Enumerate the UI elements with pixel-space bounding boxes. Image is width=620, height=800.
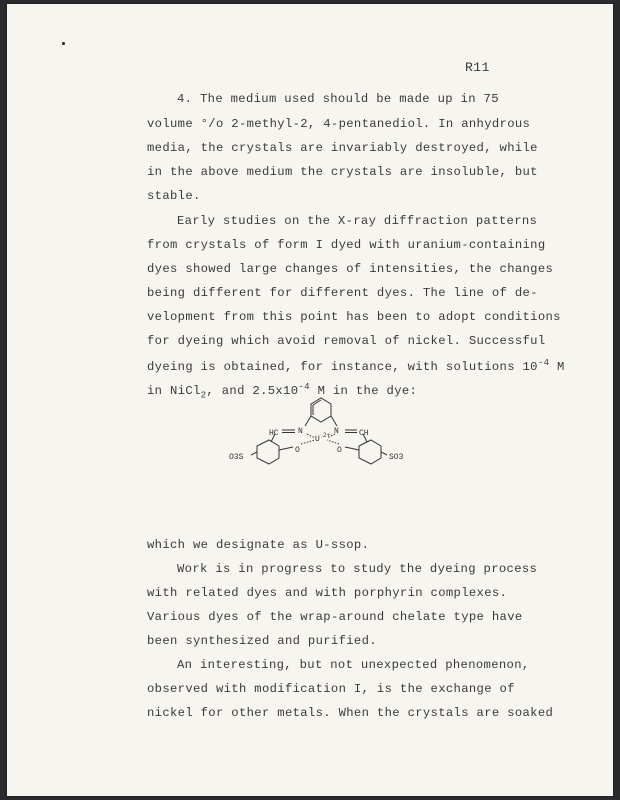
label-metal: U bbox=[315, 435, 320, 444]
label-so3: SO3 bbox=[389, 453, 404, 462]
text-line: observed with modification I, is the exchange of bbox=[147, 682, 515, 696]
text-line: media, the crystals are invariably destroyed, while bbox=[147, 141, 538, 155]
label-o: O bbox=[337, 446, 342, 455]
label-charge: 2+ bbox=[323, 432, 331, 439]
label-so3: O3S bbox=[229, 453, 244, 462]
text-line: from crystals of form I dyed with uranium-containing bbox=[147, 238, 546, 252]
label-n: N bbox=[334, 427, 339, 436]
document-page bbox=[7, 4, 613, 796]
label-ch: CH bbox=[359, 429, 369, 438]
text-line: in NiCl$_2$, and $2.5x10^{-4}$ M in the dye: bbox=[147, 382, 418, 401]
text-line: been synthesized and purified. bbox=[147, 634, 377, 648]
text-line: volume °/o 2-methyl-2, 4-pentanediol. In anhydrous bbox=[147, 117, 531, 131]
text-line: An interesting, but not unexpected phenomenon, bbox=[177, 658, 530, 672]
text-line: dyes showed large changes of intensities, the changes bbox=[147, 262, 554, 276]
stray-mark bbox=[62, 42, 65, 45]
text-line: stable. bbox=[147, 189, 201, 203]
text-line: for dyeing which avoid removal of nickel. Successful bbox=[147, 334, 546, 348]
text-line: being different for different dyes. The line of de- bbox=[147, 286, 538, 300]
text-line: nickel for other metals. When the crystals are soaked bbox=[147, 706, 554, 720]
label-n: N bbox=[298, 427, 303, 436]
text-line: Various dyes of the wrap-around chelate type have bbox=[147, 610, 523, 624]
text-line: in the above medium the crystals are insoluble, but bbox=[147, 165, 538, 179]
label-hc: HC bbox=[269, 429, 279, 438]
text-line: Work is in progress to study the dyeing process bbox=[177, 562, 538, 576]
text-line: with related dyes and with porphyrin complexes. bbox=[147, 586, 508, 600]
chemical-structure bbox=[227, 390, 417, 470]
text-line: velopment from this point has been to adopt conditions bbox=[147, 310, 561, 324]
text-line: 4. The medium used should be made up in 75 bbox=[177, 92, 499, 106]
text-line: which we designate as U-ssop. bbox=[147, 538, 370, 552]
page-number: R11 bbox=[465, 60, 490, 75]
text-line: dyeing is obtained, for instance, with solutions $10^{-4}$ M bbox=[147, 358, 565, 375]
label-o: O bbox=[295, 446, 300, 455]
text-line: Early studies on the X-ray diffraction patterns bbox=[177, 214, 538, 228]
